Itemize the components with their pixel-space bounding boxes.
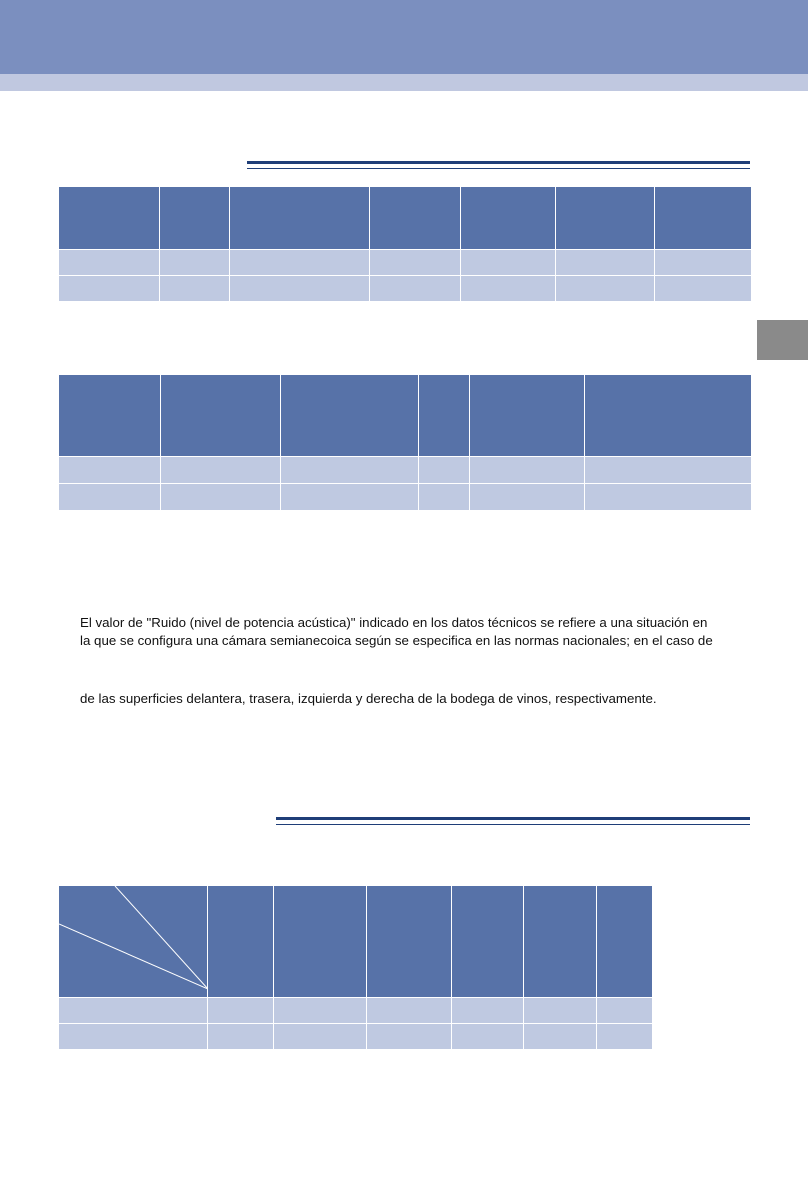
table-row bbox=[59, 250, 752, 276]
side-tab-marker bbox=[757, 320, 808, 360]
table-row bbox=[59, 1024, 653, 1050]
table-row bbox=[59, 276, 752, 302]
section-rule-2 bbox=[276, 817, 750, 825]
table-3-header-row bbox=[59, 886, 653, 998]
diagonal-split-lines bbox=[59, 886, 208, 998]
body-line-3: de las superficies delantera, trasera, izquierda y derecha de la bodega de vinos, respectivamente. bbox=[80, 691, 657, 706]
diagonal-header-cell bbox=[59, 886, 208, 998]
table-1-header-row bbox=[59, 187, 752, 250]
page-header-band bbox=[0, 0, 808, 74]
table-row bbox=[59, 998, 653, 1024]
table-2 bbox=[58, 374, 752, 511]
table-3 bbox=[58, 885, 653, 1050]
page-header-stripe bbox=[0, 74, 808, 91]
body-paragraph bbox=[80, 614, 760, 706]
section-rule-1 bbox=[247, 161, 750, 169]
body-line-1: El valor de "Ruido (nivel de potencia acústica)" indicado en los datos técnicos se refiere a una situación en bbox=[80, 615, 708, 630]
table-row bbox=[59, 457, 752, 484]
table-1 bbox=[58, 186, 752, 302]
table-2-header-row bbox=[59, 375, 752, 457]
table-row bbox=[59, 484, 752, 511]
body-line-2: la que se configura una cámara semianecoica según se especifica en las normas nacionales; en el caso de bbox=[80, 633, 713, 648]
